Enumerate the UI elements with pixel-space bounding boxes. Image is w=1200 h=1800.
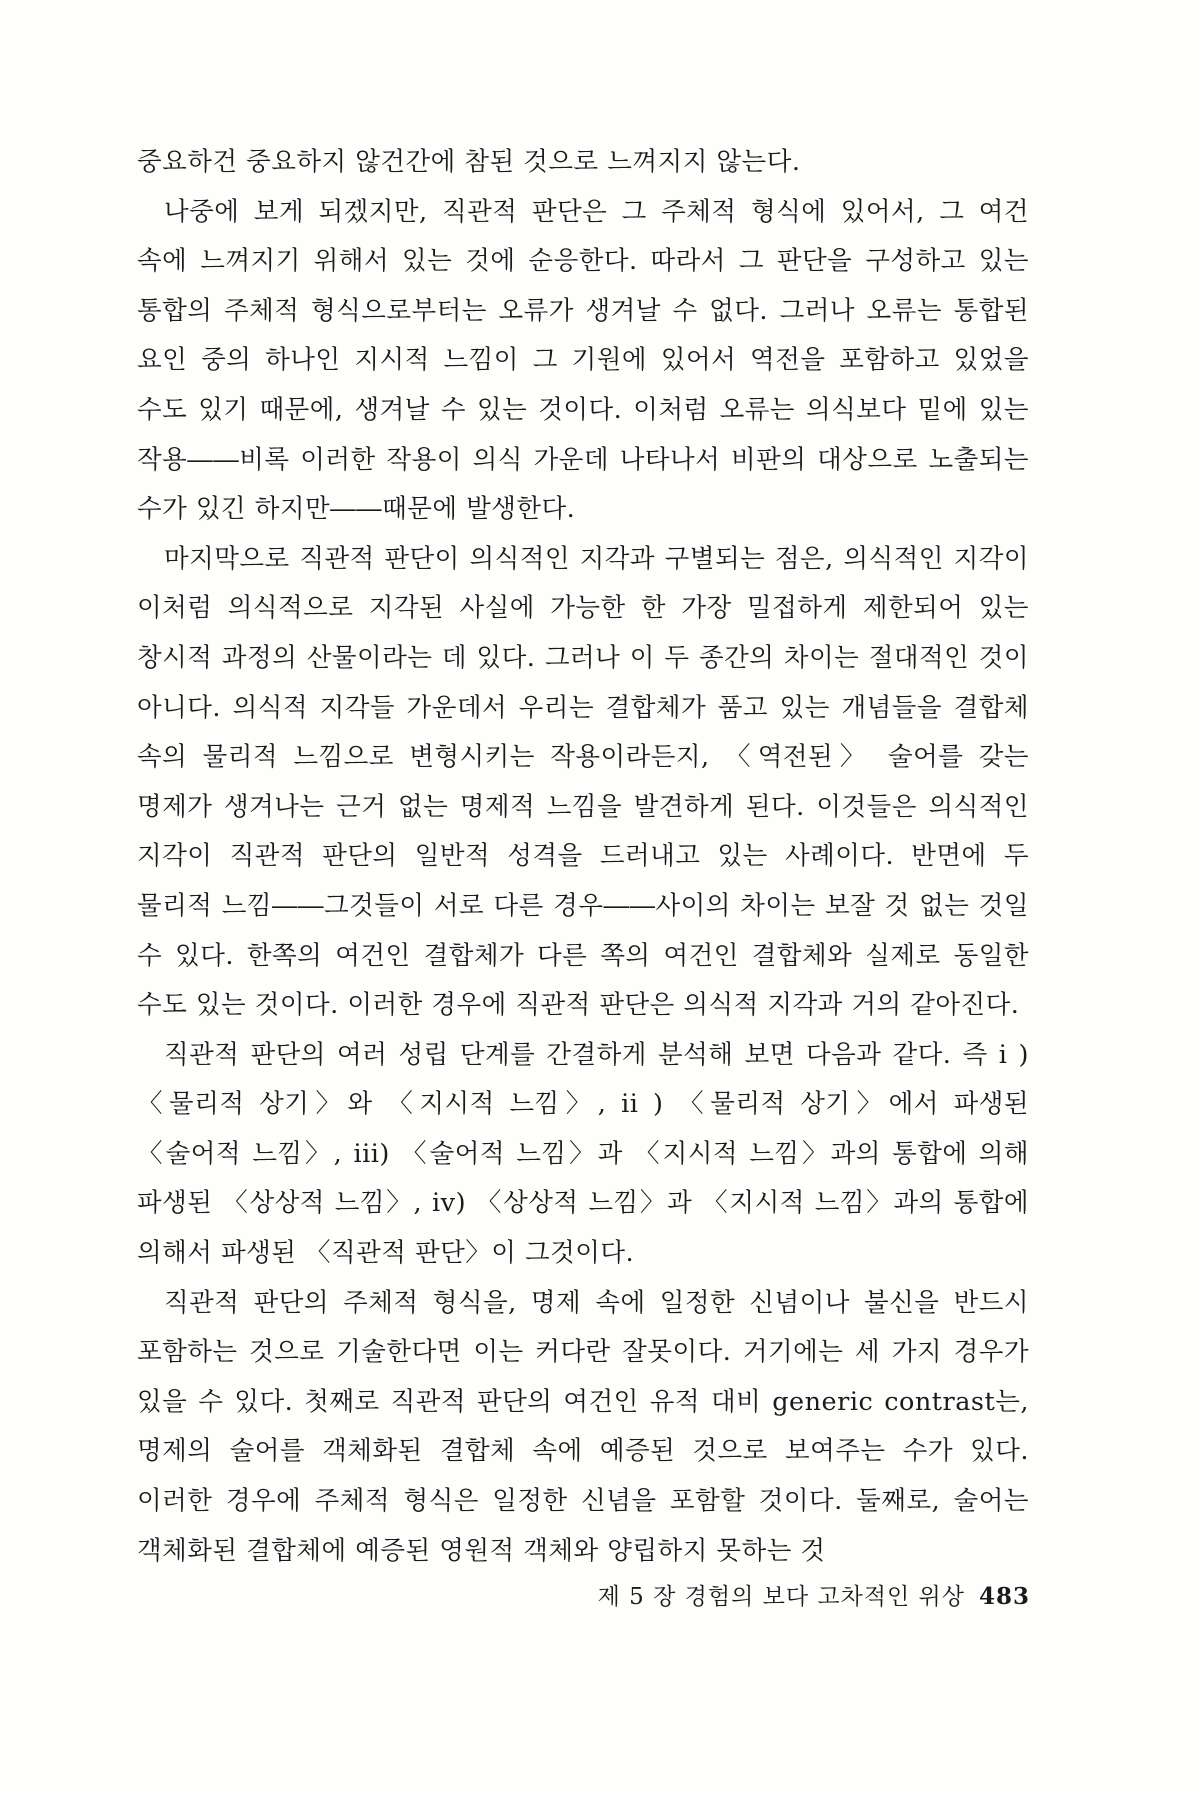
paragraph-conscious-perception: 마지막으로 직관적 판단이 의식적인 지각과 구별되는 점은, 의식적인 지각이 이처럼 의식적으로 지각된 사실에 가능한 한 가장 밀접하게 제한되어 있는 창시적 과정의 산물이라는 데 있다. 그러나 이 두 종간의 차이는 절대적인 것이 아니다. 의식적 지각들 가운데서 우리는 결합체가 품고 있는 개념들을 결합체 속의 물리적 느낌으로 변형시키는 작용이라든지, 〈역전된〉 술어를 갖는 명제가 생겨나는 근거 없는 명제적 느낌을 발견하게 된다. 이것들은 의식적인 지각이 직관적 판단의 일반적 성격을 드러내고 있는 사례이다. 반면에 두 물리적 느낌――그것들이 서로 다른 경우――사이의 차이는 보잘 것 없는 것일 수 있다. 한쪽의 여건인 결합체가 다른 쪽의 여건인 결합체와 실제로 동일한 수도 있는 것이다. 이러한 경우에 직관적 판단은 의식적 지각과 거의 같아진다. [137, 543, 1029, 1021]
page-footer [500, 1578, 1030, 1611]
page-number: 483 [978, 1583, 1030, 1610]
paragraph-intuitive-judgment-error: 나중에 보게 되겠지만, 직관적 판단은 그 주체적 형식에 있어서, 그 여건 속에 느껴지기 위해서 있는 것에 순응한다. 따라서 그 판단을 구성하고 있는 통합의 주체적 형식으로부터는 오류가 생겨날 수 없다. 그러나 오류는 통합된 요인 중의 하나인 지시적 느낌이 그 기원에 있어서 역전을 포함하고 있었을 수도 있기 때문에, 생겨날 수 있는 것이다. 이처럼 오류는 의식보다 밑에 있는 작용――비록 이러한 작용이 의식 가운데 나타나서 비판의 대상으로 노출되는 수가 있긴 하지만――때문에 발생한다. [137, 196, 1029, 525]
paragraph-stages-analysis: 직관적 판단의 여러 성립 단계를 간결하게 분석해 보면 다음과 같다. 즉 i ) 〈물리적 상기〉와 〈지시적 느낌〉, ii ) 〈물리적 상기〉에서 파생된 〈술어적 느낌〉, iii) 〈술어적 느낌〉과 〈지시적 느낌〉과의 통합에 의해 파생된 〈상상적 느낌〉, iv) 〈상상적 느낌〉과 〈지시적 느낌〉과의 통합에 의해서 파생된 〈직관적 판단〉이 그것이다. [137, 1039, 1029, 1269]
paragraph-continuation: 중요하건 중요하지 않건간에 참된 것으로 느껴지지 않는다. [137, 147, 801, 177]
body-text [137, 138, 1029, 1576]
running-chapter-title: 제 5 장 경험의 보다 고차적인 위상 [597, 1584, 965, 1610]
paragraph-subjective-form: 직관적 판단의 주체적 형식을, 명제 속에 일정한 신념이나 불신을 반드시 포함하는 것으로 기술한다면 이는 커다란 잘못이다. 거기에는 세 가지 경우가 있을 수 있다. 첫째로 직관적 판단의 여건인 유적 대비 generic contrast는, 명제의 술어를 객체화된 결합체 속에 예증된 것으로 보여주는 수가 있다. 이러한 경우에 주체적 형식은 일정한 신념을 포함할 것이다. 둘째로, 술어는 객체화된 결합체에 예증된 영원적 객체와 양립하지 못하는 것 [137, 1287, 1029, 1566]
